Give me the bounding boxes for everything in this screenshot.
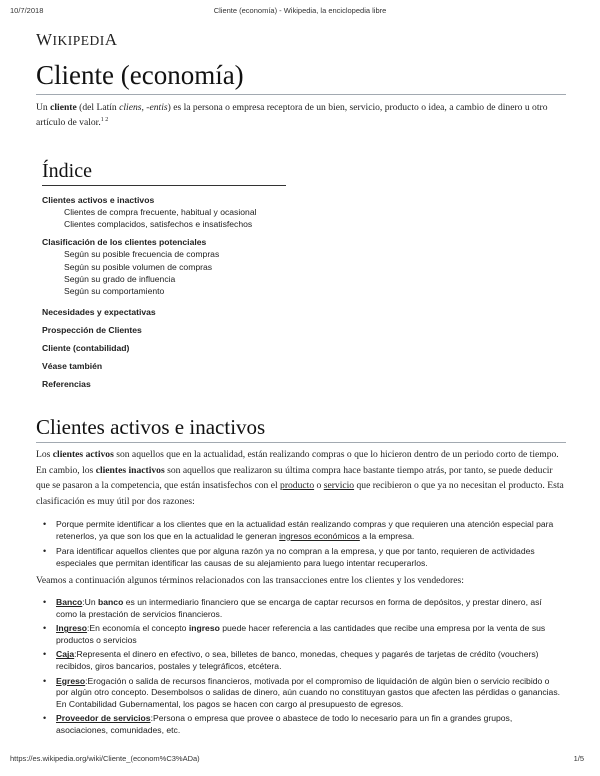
toc-subitem[interactable]: Según su posible frecuencia de compras (64, 249, 220, 260)
terms-list (50, 597, 564, 740)
toc-item[interactable]: Clientes activos e inactivos (42, 195, 155, 205)
proveedor-link[interactable]: Proveedor de servicios (56, 713, 151, 724)
print-page-title: Cliente (economía) - Wikipedia, la enciclopedia libre (213, 6, 387, 15)
toc-item[interactable]: Prospección de Clientes (42, 325, 142, 336)
caja-link[interactable]: Caja (56, 649, 75, 660)
page-number: 1/5 (573, 754, 584, 763)
list-item: • Banco:Un banco es un intermediario financiero que se encarga de captar recursos en forma de depósitos, y prestar dinero, así como la prestación de servicios financieros. (50, 597, 564, 620)
toc-heading: Índice (42, 160, 286, 186)
toc-item[interactable]: Clasificación de los clientes potenciales (42, 237, 207, 248)
producto-link[interactable]: producto (280, 480, 315, 492)
list-item: • Proveedor de servicios:Persona o empresa que provee o abastece de todo lo necesario para un fin a grandes grupos, asociaciones, comunidades, etc. (50, 713, 564, 736)
toc-subitem[interactable]: Clientes de compra frecuente, habitual y ocasional (64, 207, 257, 217)
print-date: 10/7/2018 (10, 6, 44, 15)
print-header (0, 6, 600, 18)
list-item: • Para identificar aquellos clientes que por alguna razón ya no compran a la empresa, y que por tanto, requieren de actividades especiales que permitan identificar las causas de su alejamiento para luego intentar recuperarlos. (50, 546, 564, 569)
table-of-contents (42, 160, 292, 390)
wikipedia-logo[interactable]: WIKIPEDIA (36, 30, 118, 49)
toc-subitem[interactable]: Según su comportamiento (64, 286, 165, 297)
list-item: • Ingreso:En economía el concepto ingreso puede hacer referencia a las cantidades que recibe una empresa por la venta de sus productos o servicios (50, 623, 564, 646)
ingresos-link[interactable]: ingresos económicos (279, 530, 360, 541)
section-paragraph: Los clientes activos son aquellos que en la actualidad, están realizando compras o que lo hicieron dentro de un periodo corto de tiempo. En cambio, los clientes inactivos son aquellos que realizaron su última compra hace bastante tiempo atrás, por tanto, se puede deducir que se pasaron a la competencia, que están insatisfechos con el producto o servicio que recibieron o que ya no necesitan el producto. Esta clasificación es muy útil por dos razones: (36, 449, 564, 507)
toc-subitem[interactable]: Según su grado de influencia (64, 273, 176, 284)
toc-item[interactable]: Necesidades y expectativas (42, 307, 156, 318)
list-item: • Porque permite identificar a los clientes que en la actualidad están realizando compras y que requieren una atención especial para retenerlos, ya que son los que en la actualidad le generan ingresos económicos a la empresa. (50, 519, 564, 542)
reference-links[interactable]: 1 2 (100, 116, 109, 123)
toc-item[interactable]: Véase también (42, 361, 103, 372)
servicio-link[interactable]: servicio (323, 480, 355, 492)
intro-paragraph: Un cliente (del Latín cliens, -entis) es la persona o empresa receptora de un bien, servicio, producto o idea, a cambio de dinero u otro artículo de valor.$^{1 2}$ (36, 102, 548, 128)
toc-item[interactable]: Cliente (contabilidad) (42, 343, 130, 354)
ingreso-link[interactable]: Ingreso (56, 623, 88, 634)
page-title: Cliente (economía) (36, 58, 566, 95)
toc-item[interactable]: Referencias (42, 379, 91, 390)
print-url: https://es.wikipedia.org/wiki/Cliente_(econom%C3%ADa) (10, 754, 200, 763)
toc-subitem[interactable]: Clientes complacidos, satisfechos e insatisfechos (64, 219, 253, 230)
section-paragraph: Veamos a continuación algunos términos relacionados con las transacciones entre los clientes y los vendedores: (36, 575, 464, 586)
section-heading: Clientes activos e inactivos (36, 414, 566, 443)
list-item: • Egreso:Erogación o salida de recursos financieros, motivada por el compromiso de liquidación de algún bien o servicio recibido o por algún otro concepto. Desembolsos o salidas de dinero, aún cuando no constituyan gastos que afecten las pérdidas o ganancias. En Contabilidad Gubernamental, los pagos se hacen con cargo al presupuesto de egresos. (50, 676, 564, 711)
egreso-link[interactable]: Egreso (56, 675, 86, 686)
toc-subitem[interactable]: Según su posible volumen de compras (64, 261, 213, 272)
banco-link[interactable]: Banco (56, 597, 83, 607)
reasons-list (50, 519, 564, 573)
list-item: • Caja:Representa el dinero en efectivo, o sea, billetes de banco, monedas, cheques y pagarés de tarjetas de crédito (vouchers) recibidos, giros bancarios, postales y telegráficos, etcétera. (50, 649, 564, 672)
